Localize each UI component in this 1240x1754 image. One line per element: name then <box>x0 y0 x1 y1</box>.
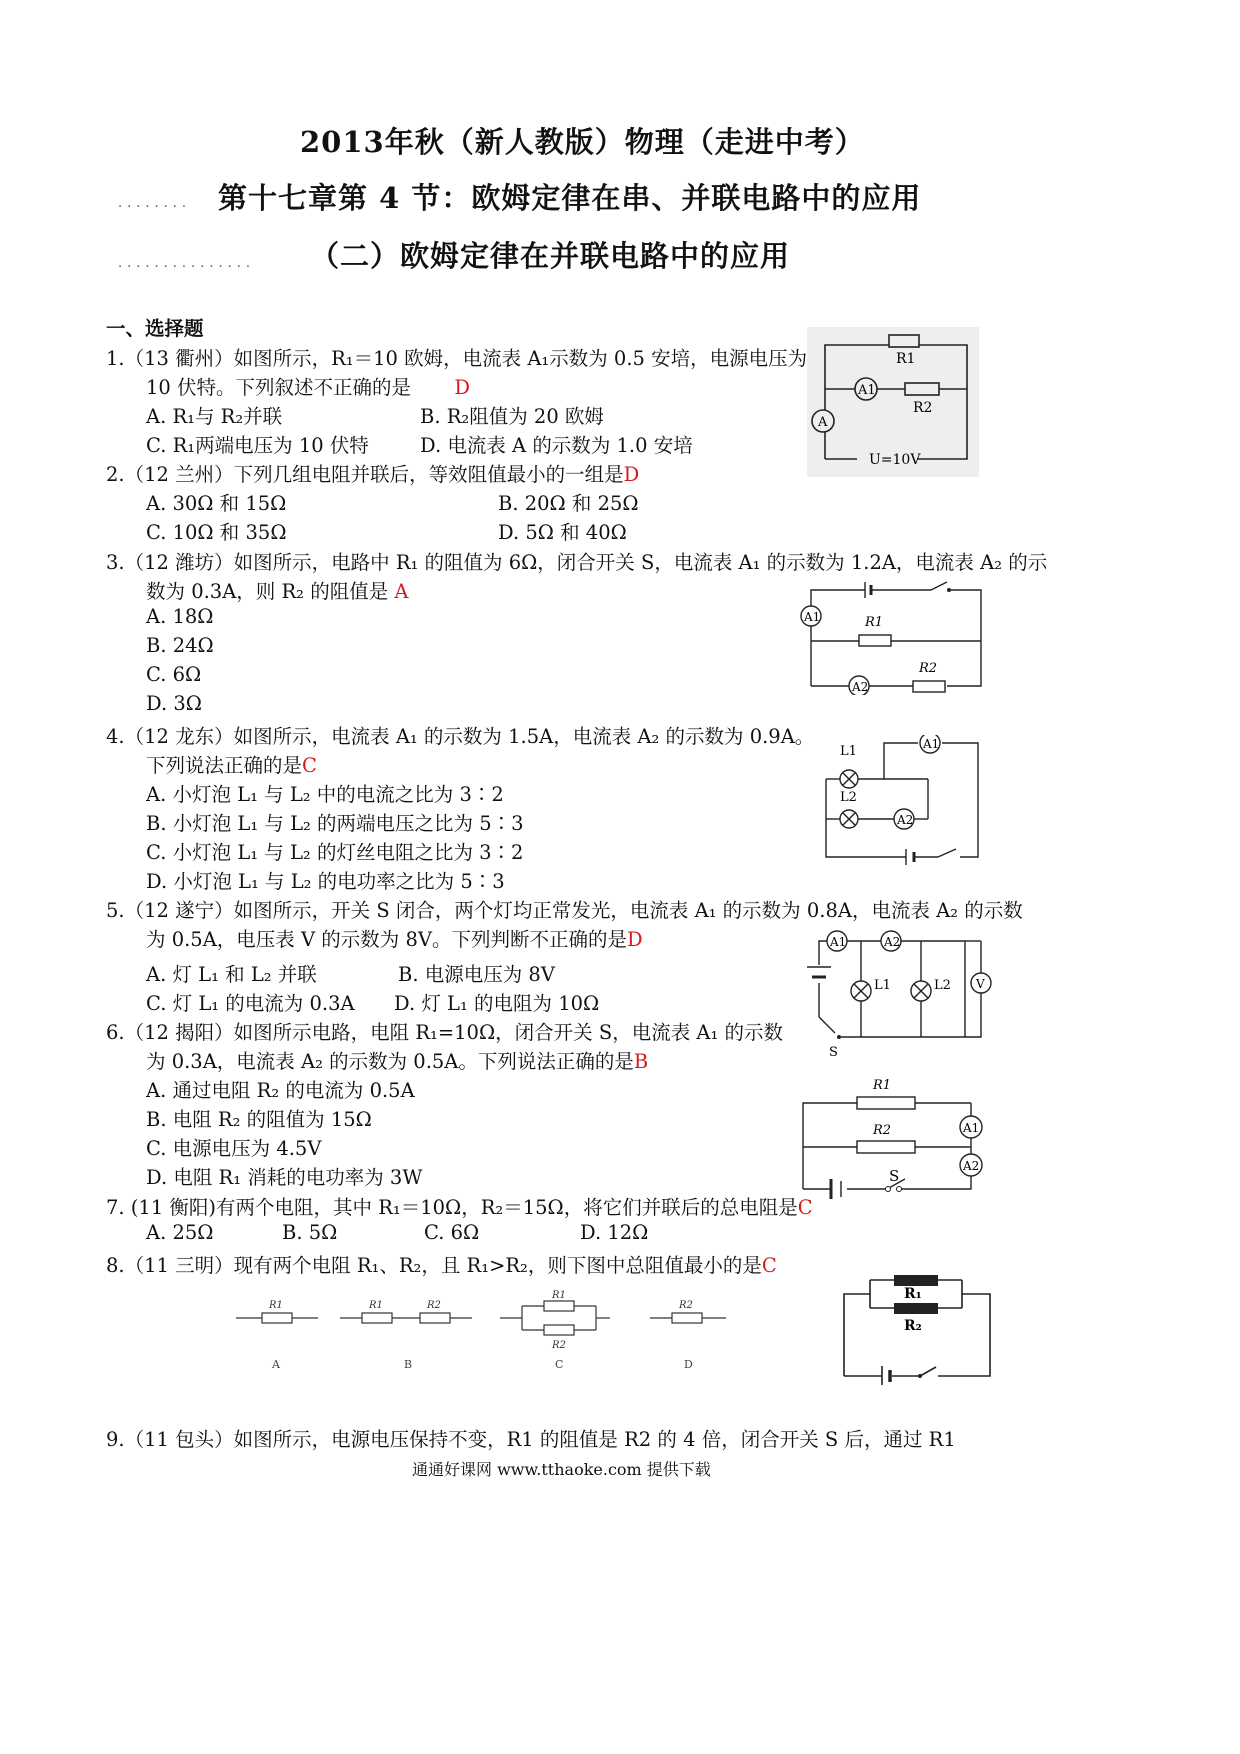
q5-fig-s-label: S <box>829 1045 838 1060</box>
q4-circuit-figure <box>818 735 983 870</box>
q7-option-b: B. 5Ω <box>282 1221 338 1244</box>
title-line-2: 第十七章第 4 节：欧姆定律在串、并联电路中的应用 <box>218 181 922 215</box>
q2-stem: 2.（12 兰州）下列几组电阻并联后，等效阻值最小的一组是D <box>106 463 640 486</box>
q4-fig-a1-label: A1 <box>923 737 940 751</box>
title-line-1: 2013年秋（新人教版）物理（走进中考） <box>300 125 865 159</box>
q6-fig-a1-label: A1 <box>963 1121 980 1135</box>
q1-circuit-figure <box>807 327 979 477</box>
q2-option-d: D. 5Ω 和 40Ω <box>498 521 627 544</box>
q3-option-a: A. 18Ω <box>146 605 214 628</box>
q8-fig-b-r2-label: R2 <box>427 1300 441 1311</box>
leader-dots-1: ........ <box>118 196 192 211</box>
q6-stem-2: 为 0.3A，电流表 A₂ 的示数为 0.5A。下列说法正确的是B <box>146 1050 649 1073</box>
q5-circuit-figure <box>795 925 1000 1060</box>
q5-fig-l1-label: L1 <box>874 978 891 993</box>
q4-fig-l2-label: L2 <box>840 790 857 805</box>
q5-option-b: B. 电源电压为 8V <box>398 963 555 986</box>
q3-stem: 3.（12 潍坊）如图所示，电路中 R₁ 的阻值为 6Ω，闭合开关 S，电流表 A₁ 的示数为 1.2A，电流表 A₂ 的示 <box>106 551 1048 574</box>
q3-fig-a2-label: A2 <box>852 680 869 694</box>
q7-option-c: C. 6Ω <box>424 1221 480 1244</box>
q4-answer: C <box>302 754 317 777</box>
q4-option-a: A. 小灯泡 L₁ 与 L₂ 中的电流之比为 3∶2 <box>146 783 504 806</box>
q8-fig-label-d: D <box>684 1358 693 1371</box>
q3-fig-r1-label: R1 <box>865 615 884 630</box>
q6-option-b: B. 电阻 R₂ 的阻值为 15Ω <box>146 1108 372 1131</box>
q3-option-b: B. 24Ω <box>146 634 214 657</box>
q8-answer: C <box>761 1254 777 1277</box>
q6-fig-s-label: S <box>889 1167 900 1185</box>
q1-answer: D <box>454 376 471 399</box>
q6-fig-r1-label: R1 <box>873 1078 892 1093</box>
q3-stem-2: 数为 0.3A，则 R₂ 的阻值是 A <box>146 580 409 603</box>
q7-stem: 7. (11 衡阳)有两个电阻，其中 R₁＝10Ω，R₂＝15Ω，将它们并联后的总电阻是C <box>106 1196 813 1219</box>
q3-answer: A <box>394 580 409 603</box>
q1-stem-2: 10 伏特。下列叙述不正确的是 D <box>146 376 471 399</box>
q2-option-b: B. 20Ω 和 25Ω <box>498 492 639 515</box>
q1-fig-r1-label: R1 <box>896 351 916 367</box>
q8-fig-a-r1-label: R1 <box>269 1300 283 1311</box>
q1-option-c: C. R₁两端电压为 10 伏特 <box>146 434 369 457</box>
q8-fig-c-r1-label: R1 <box>552 1290 566 1301</box>
q1-option-a: A. R₁与 R₂并联 <box>146 405 283 428</box>
q6-option-c: C. 电源电压为 4.5V <box>146 1137 322 1160</box>
q8-fig-b-r1-label: R1 <box>369 1300 383 1311</box>
q3-option-c: C. 6Ω <box>146 663 202 686</box>
q3-circuit-figure <box>795 580 985 695</box>
q3-fig-r2-label: R2 <box>919 661 938 676</box>
q5-fig-a1-label: A1 <box>830 935 847 949</box>
q9-stem: 9.（11 包头）如图所示，电源电压保持不变，R1 的阻值是 R2 的 4 倍，闭合开关 S 后，通过 R1 <box>106 1428 956 1451</box>
q8-answer-circuit-figure <box>840 1270 995 1385</box>
q1-fig-a-label: A <box>818 415 828 430</box>
q6-fig-a2-label: A2 <box>963 1159 980 1173</box>
q8-options-figure <box>232 1290 732 1375</box>
q8-fig-label-c: C <box>555 1358 564 1371</box>
q8-fig-label-a: A <box>272 1358 280 1371</box>
q5-option-c: C. 灯 L₁ 的电流为 0.3A <box>146 992 355 1015</box>
q4-option-b: B. 小灯泡 L₁ 与 L₂ 的两端电压之比为 5∶3 <box>146 812 524 835</box>
page-footer: 通通好课网 www.tthaoke.com 提供下载 <box>412 1460 711 1479</box>
q2-answer: D <box>623 463 640 486</box>
q1-fig-voltage-label: U=10V <box>869 452 921 468</box>
q1-fig-a1-label: A1 <box>858 383 876 398</box>
q1-option-d: D. 电流表 A 的示数为 1.0 安培 <box>420 434 693 457</box>
q6-fig-r2-label: R2 <box>873 1123 892 1138</box>
q6-answer: B <box>633 1050 649 1073</box>
q5-stem-2: 为 0.5A，电压表 V 的示数为 8V。下列判断不正确的是D <box>146 928 643 951</box>
q5-stem: 5.（12 遂宁）如图所示，开关 S 闭合，两个灯均正常发光，电流表 A₁ 的示数为 0.8A，电流表 A₂ 的示数 <box>106 899 1023 922</box>
q8-fig2-r1-label: R₁ <box>904 1286 922 1302</box>
q4-stem-2: 下列说法正确的是C <box>146 754 317 777</box>
q4-fig-a2-label: A2 <box>897 813 914 827</box>
q8-stem: 8.（11 三明）现有两个电阻 R₁、R₂，且 R₁>R₂，则下图中总阻值最小的是C <box>106 1254 777 1277</box>
q2-option-a: A. 30Ω 和 15Ω <box>146 492 287 515</box>
q4-fig-l1-label: L1 <box>840 744 857 759</box>
leader-dots-2: ............... <box>118 256 255 271</box>
q5-fig-l2-label: L2 <box>934 978 951 993</box>
q5-fig-a2-label: A2 <box>884 935 901 949</box>
title-line-3: （二）欧姆定律在并联电路中的应用 <box>310 239 791 273</box>
q8-fig-d-r2-label: R2 <box>679 1300 693 1311</box>
q6-circuit-figure <box>795 1075 995 1210</box>
q4-option-d: D. 小灯泡 L₁ 与 L₂ 的电功率之比为 5∶3 <box>146 870 505 893</box>
q6-option-a: A. 通过电阻 R₂ 的电流为 0.5A <box>146 1079 415 1102</box>
q6-option-d: D. 电阻 R₁ 消耗的电功率为 3W <box>146 1166 423 1189</box>
q5-option-d: D. 灯 L₁ 的电阻为 10Ω <box>394 992 600 1015</box>
q8-fig-label-b: B <box>404 1358 413 1371</box>
q1-fig-r2-label: R2 <box>913 400 933 416</box>
q3-option-d: D. 3Ω <box>146 692 202 715</box>
q1-stem: 1.（13 衢州）如图所示，R₁＝10 欧姆，电流表 A₁示数为 0.5 安培，电源电压为 <box>106 347 808 370</box>
q4-stem: 4.（12 龙东）如图所示，电流表 A₁ 的示数为 1.5A，电流表 A₂ 的示数为 0.9A。 <box>106 725 815 748</box>
q7-answer: C <box>797 1196 813 1219</box>
q7-option-a: A. 25Ω <box>146 1221 214 1244</box>
q4-option-c: C. 小灯泡 L₁ 与 L₂ 的灯丝电阻之比为 3∶2 <box>146 841 524 864</box>
q5-option-a: A. 灯 L₁ 和 L₂ 并联 <box>146 963 317 986</box>
q8-fig-c-r2-label: R2 <box>552 1340 566 1351</box>
q5-answer: D <box>626 928 643 951</box>
q1-option-b: B. R₂阻值为 20 欧姆 <box>420 405 604 428</box>
q8-fig2-r2-label: R₂ <box>904 1318 922 1334</box>
section-heading: 一、选择题 <box>106 317 204 340</box>
q3-fig-a1-label: A1 <box>804 610 821 624</box>
q6-stem: 6.（12 揭阳）如图所示电路，电阻 R₁=10Ω，闭合开关 S，电流表 A₁ 的示数 <box>106 1021 783 1044</box>
q7-option-d: D. 12Ω <box>580 1221 649 1244</box>
q5-fig-v-label: V <box>976 977 985 991</box>
q2-option-c: C. 10Ω 和 35Ω <box>146 521 287 544</box>
